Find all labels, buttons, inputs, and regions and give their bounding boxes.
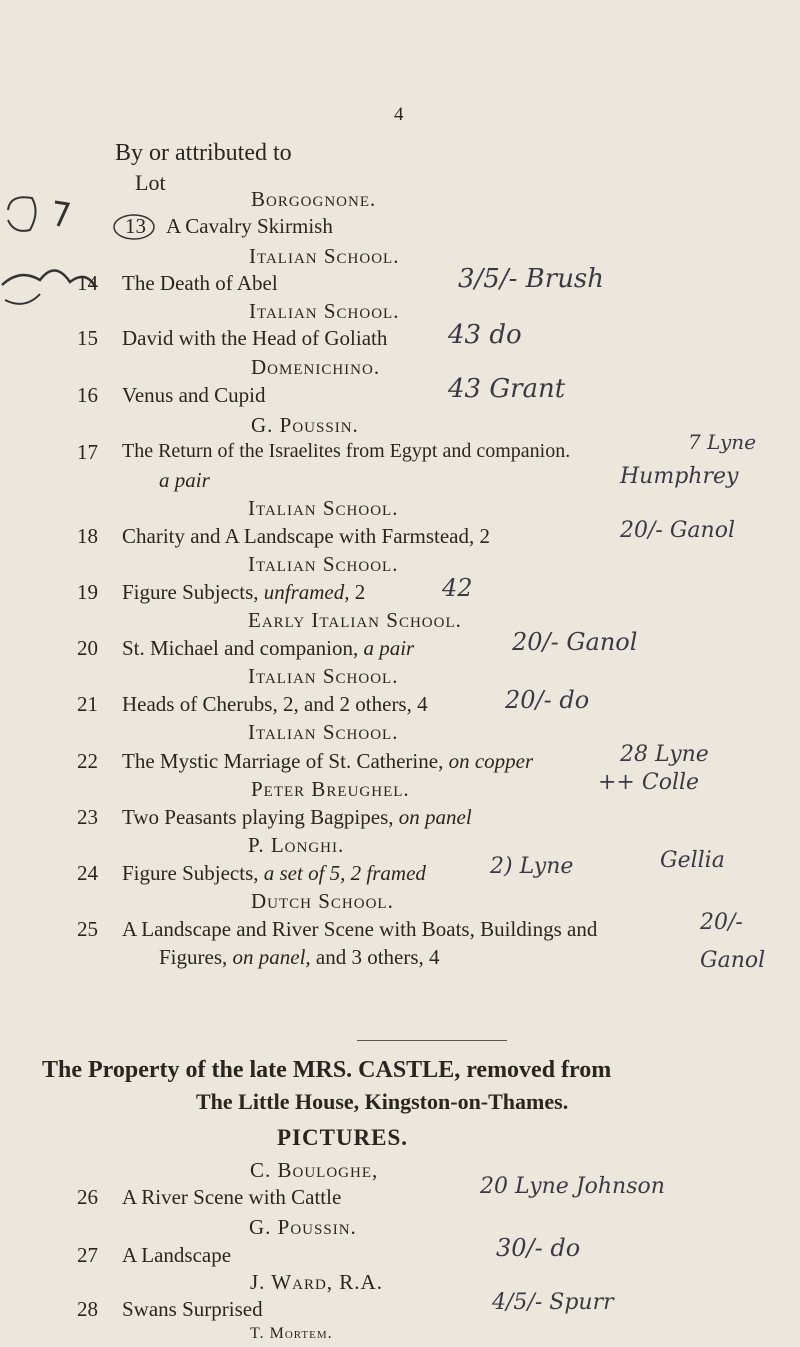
attribution: Italian School.: [248, 496, 399, 520]
handwritten-price: 7 Lyne: [688, 430, 757, 454]
lot-number: 24: [77, 861, 98, 885]
handwritten-price: 20/-: [700, 910, 743, 935]
handwritten-price: 20 Lyne Johnson: [480, 1174, 665, 1199]
lot-title: Heads of Cherubs, 2, and 2 others, 4: [122, 692, 428, 716]
handwritten-price: 30/- do: [496, 1234, 581, 1262]
lot-title-continued: Figures, on panel, and 3 others, 4: [159, 945, 440, 969]
handwritten-buyer: Humphrey: [620, 464, 739, 489]
lot-number: 20: [77, 636, 98, 660]
attribution: J. Ward, R.A.: [250, 1270, 383, 1294]
lot-title: Charity and A Landscape with Farmstead, 2: [122, 524, 491, 548]
lot-title: Venus and Cupid: [122, 383, 266, 407]
lot-title: A Cavalry Skirmish: [166, 214, 333, 238]
property-heading: The Property of the late MRS. CASTLE, removed from: [42, 1057, 612, 1083]
lot-title: Swans Surprised: [122, 1297, 263, 1321]
margin-scribble-icon: [0, 190, 130, 330]
lot-title: St. Michael and companion, a pair: [122, 636, 415, 660]
lot-number: 19: [77, 580, 98, 604]
attribution: Italian School.: [249, 244, 400, 268]
handwritten-buyer: ++ Colle: [598, 770, 700, 795]
attribution: Peter Breughel.: [251, 777, 410, 801]
lot-title-continued: a pair: [159, 468, 210, 492]
handwritten-price: 20/- do: [505, 686, 590, 714]
attribution: P. Longhi.: [248, 833, 345, 857]
divider: [357, 1040, 507, 1041]
handwritten-price: 42: [442, 574, 473, 602]
lot-title: Figure Subjects, a set of 5, 2 framed: [122, 861, 426, 885]
lot-title: Two Peasants playing Bagpipes, on panel: [122, 805, 472, 829]
lot-number: 27: [77, 1243, 98, 1267]
handwritten-buyer: Ganol: [700, 948, 766, 973]
handwritten-price: 4/5/- Spurr: [492, 1290, 614, 1315]
handwritten-price: 20/- Ganol: [620, 518, 735, 543]
lot-number: 25: [77, 917, 98, 941]
lot-number: 13: [125, 214, 146, 238]
lot-number: 18: [77, 524, 98, 548]
attribution: Italian School.: [248, 664, 399, 688]
attribution: Italian School.: [248, 552, 399, 576]
heading-lot: Lot: [135, 170, 166, 195]
attribution: Italian School.: [248, 720, 399, 744]
handwritten-price: 3/5/- Brush: [458, 264, 605, 294]
handwritten-price: 20/- Ganol: [512, 628, 638, 656]
lot-title: David with the Head of Goliath: [122, 326, 388, 350]
heading-attributed: By or attributed to: [115, 140, 292, 166]
lot-number: 22: [77, 749, 98, 773]
lot-number: 17: [77, 440, 98, 464]
handwritten-price: 43 Grant: [448, 374, 566, 404]
attribution: Italian School.: [249, 299, 400, 323]
lot-number: 16: [77, 383, 98, 407]
handwritten-price: 43 do: [448, 320, 522, 350]
lot-number: 28: [77, 1297, 98, 1321]
lot-number: 21: [77, 692, 98, 716]
attribution: Domenichino.: [251, 355, 381, 379]
lot-title: A Landscape: [122, 1243, 232, 1267]
handwritten-buyer: Gellia: [660, 848, 725, 873]
attribution: Borgognone.: [251, 187, 377, 211]
lot-title: A Landscape and River Scene with Boats, Buildings and: [122, 917, 598, 941]
attribution: G. Poussin.: [249, 1215, 357, 1239]
attribution: Early Italian School.: [248, 608, 462, 632]
lot-title: The Mystic Marriage of St. Catherine, on copper: [122, 749, 534, 773]
lot-number: 14: [77, 271, 98, 295]
lot-number: 23: [77, 805, 98, 829]
lot-title: The Death of Abel: [122, 271, 278, 295]
lot-number: 26: [77, 1185, 98, 1209]
page-number: 4: [394, 104, 404, 125]
lot-title: A River Scene with Cattle: [122, 1185, 342, 1209]
lot-number: 15: [77, 326, 98, 350]
lot-title: The Return of the Israelites from Egypt and companion.: [122, 440, 571, 462]
attribution: T. Mortem.: [250, 1325, 333, 1342]
attribution: C. Bouloghe,: [250, 1158, 379, 1182]
attribution: G. Poussin.: [251, 413, 359, 437]
handwritten-price: 28 Lyne: [620, 742, 709, 767]
handwritten-price: 2) Lyne: [490, 854, 574, 879]
property-subheading: The Little House, Kingston-on-Thames.: [196, 1089, 569, 1114]
lot-title: Figure Subjects, unframed, 2: [122, 580, 366, 604]
pictures-heading: PICTURES.: [277, 1125, 409, 1150]
attribution: Dutch School.: [251, 889, 394, 913]
